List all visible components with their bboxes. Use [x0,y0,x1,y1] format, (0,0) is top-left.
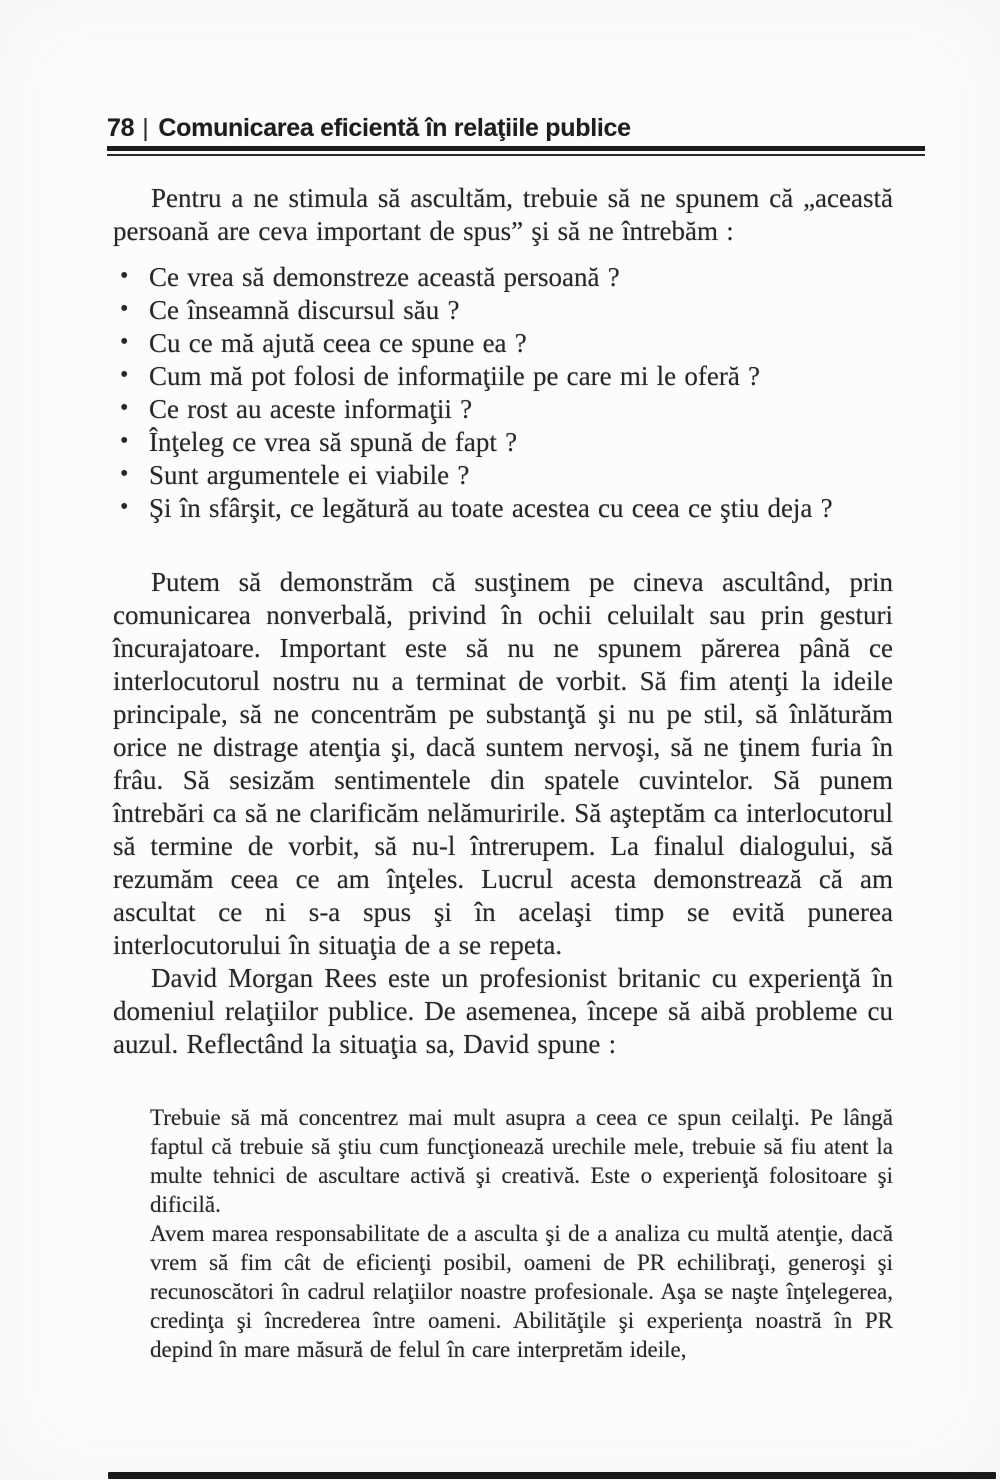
list-item [113,294,893,327]
list-item-text: Ce rost au aceste informaţii ? [149,394,473,424]
list-item-text: Cu ce mă ajută ceea ce spune ea ? [149,328,527,358]
bullet-icon: • [120,395,129,421]
list-item-text: Şi în sfârşit, ce legătură au toate acestea cu ceea ce ştiu deja ? [149,493,833,523]
scan-edge-artifact [108,1472,996,1479]
list-item [113,459,893,492]
list-item [113,426,893,459]
body-paragraph: David Morgan Rees este un profesionist britanic cu experienţă în domeniul relaţiilor publice. De asemenea, începe să aibă probleme cu auzul. Reflectând la situaţia sa, David spune : [113,963,893,1059]
bullet-icon: • [120,329,129,355]
bullet-icon: • [120,296,129,322]
bullet-icon: • [120,428,129,454]
page-number: 78 [107,114,135,142]
list-item [113,360,893,393]
question-list [113,261,893,525]
list-item-text: Înţeleg ce vrea să spună de fapt ? [149,427,518,457]
quote-paragraph: Avem marea responsabilitate de a asculta şi de a analiza cu multă atenţie, dacă vrem să fim cât de eficienţi posibil, oameni de PR echilibraţi, generoşi şi recunoscători în cadrul relaţiilor noastre profesionale. Aşa se naşte înţelegerea, credinţa şi încrederea între oameni. Abilităţile şi experienţa noastră în PR depind în mare măsură de felul în care interpretăm ideile, [150,1221,893,1362]
body-paragraph: Putem să demonstrăm că susţinem pe cineva ascultând, prin comunicarea nonverbală, privind în ochii celuilalt sau prin gesturi încurajatoare. Important este să nu ne spunem părerea până ce interlocutorul nostru nu a terminat de vorbit. Să fim atenţi la ideile principale, să ne concentrăm pe substanţă şi nu pe stil, să înlăturăm orice ne distrage atenţia şi, dacă suntem nervoşi, să ne ţinem furia în frâu. Să sesizăm sentimentele din spatele cuvintelor. Să punem întrebări ca să ne clarificăm nelămuririle. Să aşteptăm ca interlocutorul să termine de vorbit, să nu-l întrerupem. La finalul dialogului, să rezumăm ceea ce am înţeles. Lucrul acesta demonstrează că am ascultat ce ni s-a spus şi în acelaşi timp se evită punerea interlocutorului în situaţia de a se repeta. [113,567,893,960]
list-item [113,393,893,426]
bullet-icon: • [120,494,129,520]
bullet-icon: • [120,461,129,487]
bullet-icon: • [120,263,129,289]
list-item [113,261,893,294]
header-rule [107,146,925,156]
list-item-text: Ce înseamnă discursul său ? [149,295,460,325]
text-column [113,182,893,1364]
header-separator: | [142,114,149,142]
list-item-text: Cum mă pot folosi de informaţiile pe care mi le oferă ? [149,361,761,391]
quote-paragraph: Trebuie să mă concentrez mai mult asupra a ceea ce spun ceilalţi. Pe lângă faptul că trebuie să ştiu cum funcţionează urechile mele, trebuie să fiu atent la multe tehnici de ascultare activă şi creativă. Este o experienţă folositoare şi dificilă. [150,1105,893,1217]
list-item-text: Sunt argumentele ei viabile ? [149,460,470,490]
list-item-text: Ce vrea să demonstreze această persoană ? [149,262,620,292]
book-title: Comunicarea eficientă în relaţiile publice [158,114,631,142]
list-item [113,492,893,525]
list-item [113,327,893,360]
intro-paragraph: Pentru a ne stimula să ascultăm, trebuie să ne spunem că „această persoană are ceva important de spus” şi să ne întrebăm : [113,183,893,246]
bullet-icon: • [120,362,129,388]
running-header [107,114,925,143]
block-quote [150,1103,893,1364]
